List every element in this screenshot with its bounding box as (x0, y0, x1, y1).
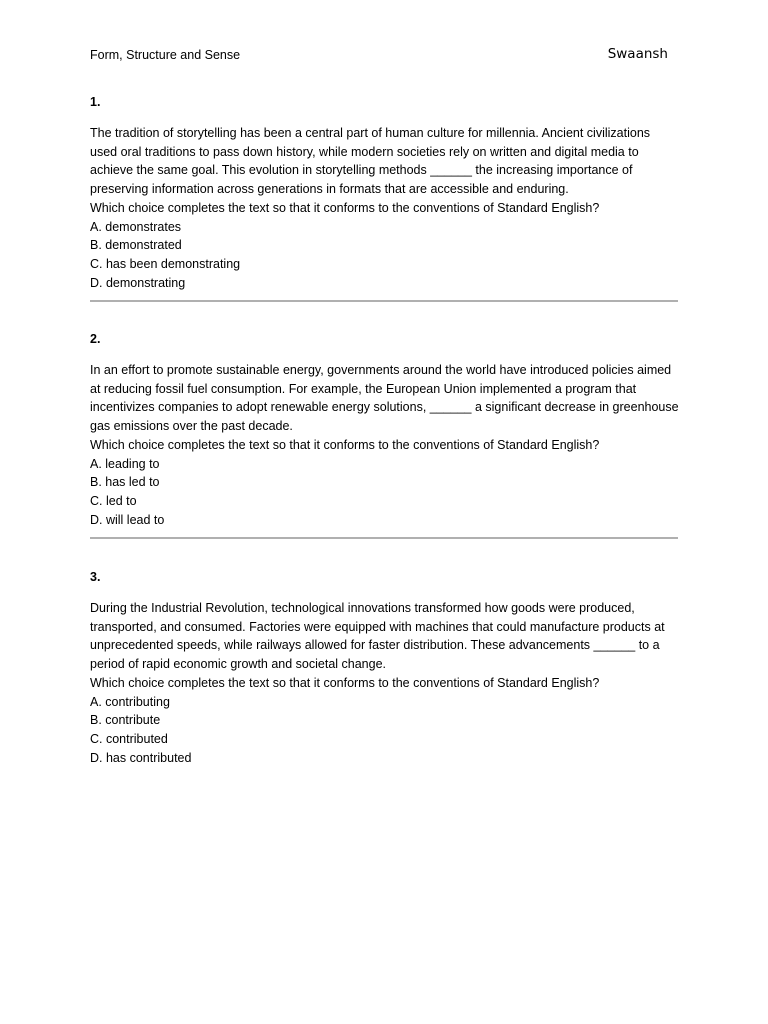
question-passage: In an effort to promote sustainable energy, governments around the world have introduced policies aimed at reducing fossil fuel consumption. For example, the European Union implemented a program that incentivizes companies to adopt renewable energy solutions, ______ a significant decrease in greenhouse gas emissions over the past decade. (90, 363, 679, 434)
question-prompt: Which choice completes the text so that it conforms to the conventions of Standard English? (90, 200, 600, 215)
question-3 (90, 569, 680, 767)
question-1 (90, 94, 680, 292)
answer-option-d: D. has contributed (90, 750, 192, 765)
question-number: 3. (90, 570, 101, 584)
answer-option-d: D. will lead to (90, 512, 165, 527)
question-divider (90, 537, 678, 539)
answer-option-b: B. has led to (90, 475, 160, 490)
question-number: 2. (90, 332, 101, 346)
answer-option-d: D. demonstrating (90, 275, 186, 290)
answer-option-c: C. led to (90, 493, 137, 508)
question-divider (90, 300, 678, 302)
answer-option-c: C. has been demonstrating (90, 256, 241, 271)
answer-option-b: B. demonstrated (90, 238, 182, 253)
question-passage: The tradition of storytelling has been a central part of human culture for millennia. Ancient civilizations used oral traditions to pass down history, while modern societies rely on written and digital media to achieve the same goal. This evolution in storytelling methods ______ the increasing importance of preserving information across generations in formats that are accessible and enduring. (90, 126, 651, 197)
answer-option-a: A. contributing (90, 694, 170, 709)
answer-option-a: A. leading to (90, 456, 160, 471)
document-title: Form, Structure and Sense (90, 48, 241, 62)
question-2 (90, 331, 680, 529)
page-header (90, 47, 668, 67)
question-passage: During the Industrial Revolution, technological innovations transformed how goods were produced, transported, and consumed. Factories were equipped with machines that could manufacture products at unprecedented speeds, while railways allowed for faster distribution. These advancements ______ to a period of rapid economic growth and societal change. (90, 601, 665, 672)
answer-option-b: B. contribute (90, 713, 161, 728)
author-name: Swaansh (607, 46, 668, 62)
question-prompt: Which choice completes the text so that it conforms to the conventions of Standard English? (90, 437, 600, 452)
question-prompt: Which choice completes the text so that it conforms to the conventions of Standard English? (90, 675, 600, 690)
answer-options (90, 455, 680, 530)
answer-option-a: A. demonstrates (90, 219, 182, 234)
answer-options (90, 693, 680, 768)
answer-options (90, 218, 680, 293)
answer-option-c: C. contributed (90, 731, 168, 746)
question-number: 1. (90, 95, 101, 109)
